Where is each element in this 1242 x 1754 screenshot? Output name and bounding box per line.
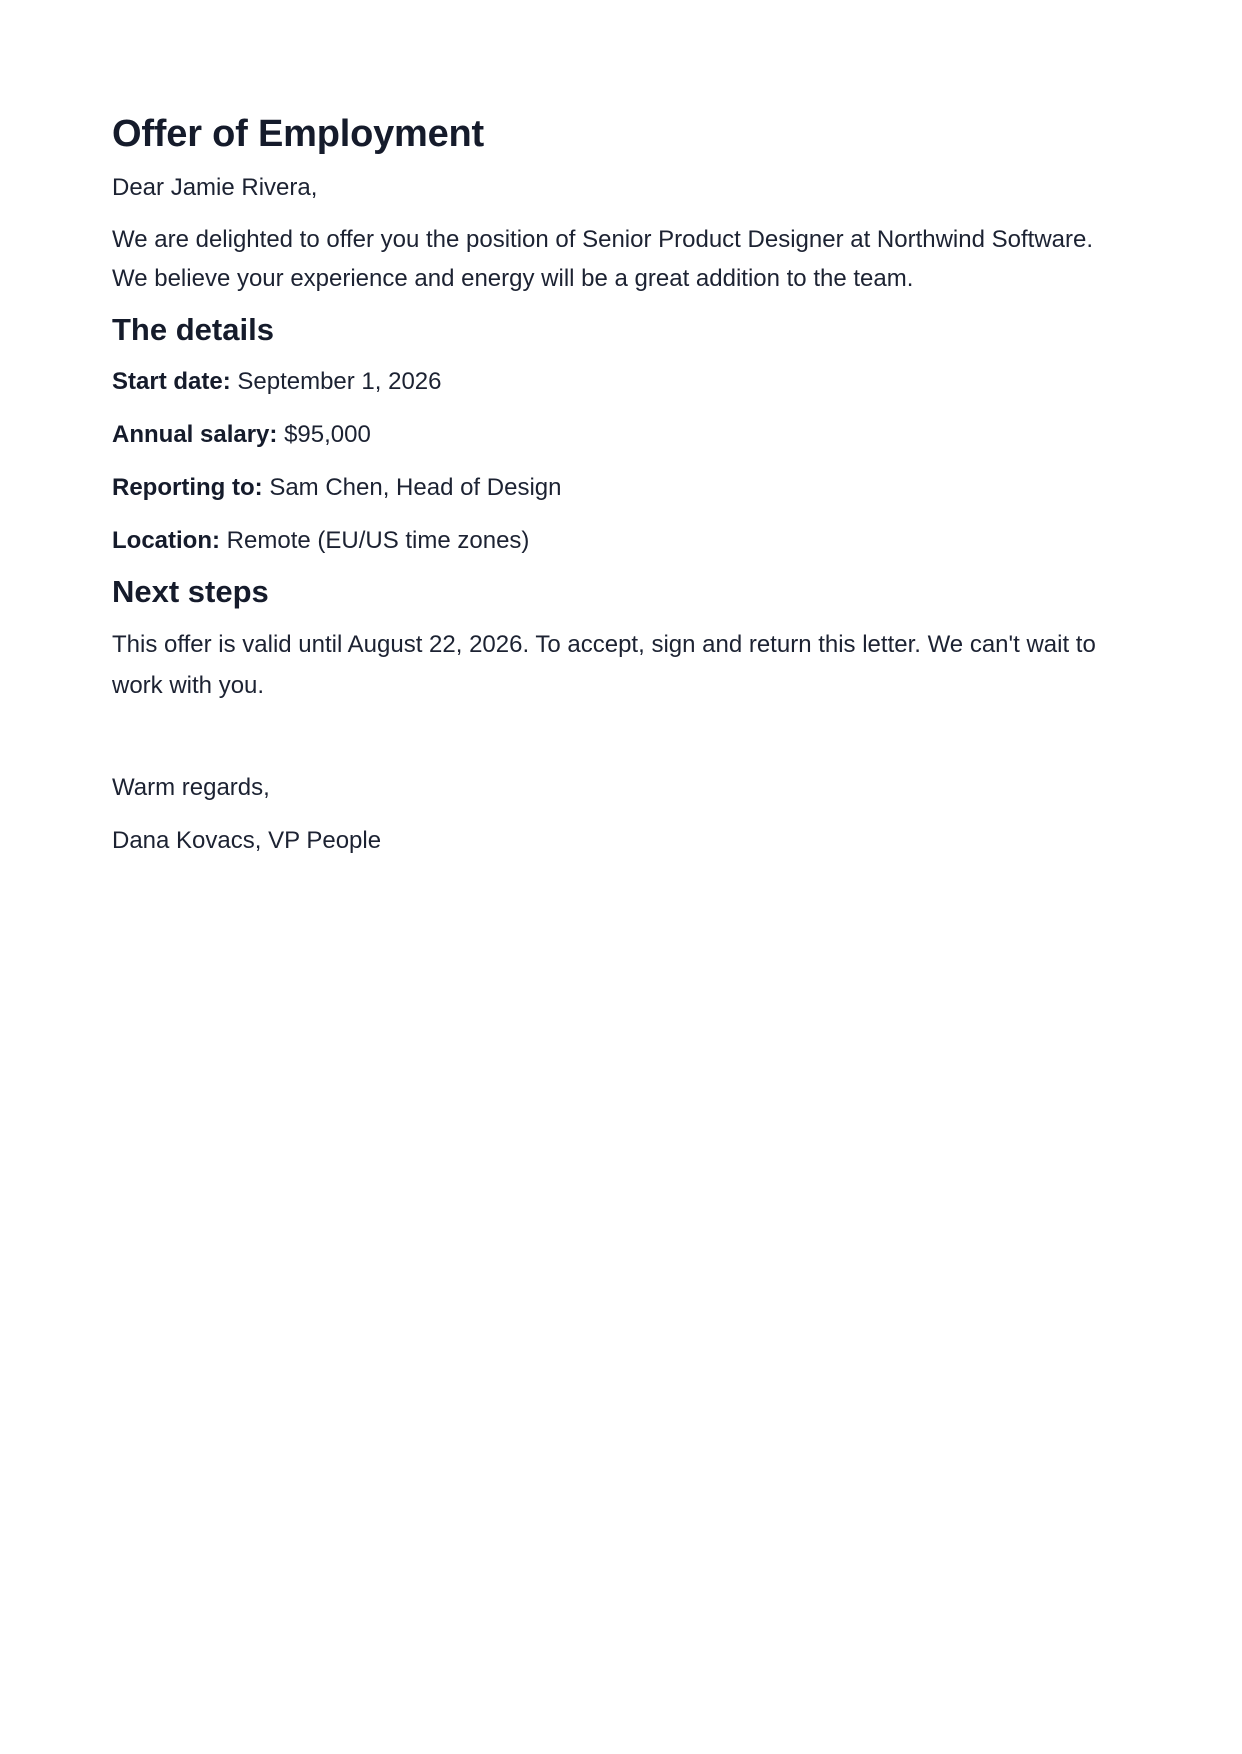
detail-label: Reporting to: [112, 474, 263, 501]
intro-paragraph: We are delighted to offer you the position of Senior Product Designer at Northwind Software. We believe your experience and energy will be a great addition to the team. [112, 226, 1093, 292]
detail-start-date [112, 362, 1132, 401]
next-steps-paragraph: This offer is valid until August 22, 2026. To accept, sign and return this letter. We can't wait to work with you. [112, 631, 1096, 699]
detail-value: $95,000 [284, 421, 371, 448]
signer: Dana Kovacs, VP People [112, 827, 382, 854]
detail-label: Annual salary: [112, 421, 278, 448]
detail-label: Start date: [112, 368, 231, 395]
letter-title: Offer of Employment [112, 113, 485, 155]
detail-value: Remote (EU/US time zones) [226, 527, 530, 554]
detail-value: Sam Chen, Head of Design [269, 474, 562, 501]
offer-letter [112, 110, 1132, 860]
closing: Warm regards, [112, 774, 270, 801]
greeting: Dear Jamie Rivera, [112, 174, 318, 201]
detail-location [112, 521, 1132, 560]
details-heading: The details [112, 312, 274, 347]
detail-value: September 1, 2026 [237, 368, 442, 395]
detail-reporting-to [112, 468, 1132, 507]
detail-annual-salary [112, 415, 1132, 454]
next-steps-heading: Next steps [112, 574, 269, 609]
detail-label: Location: [112, 527, 220, 554]
